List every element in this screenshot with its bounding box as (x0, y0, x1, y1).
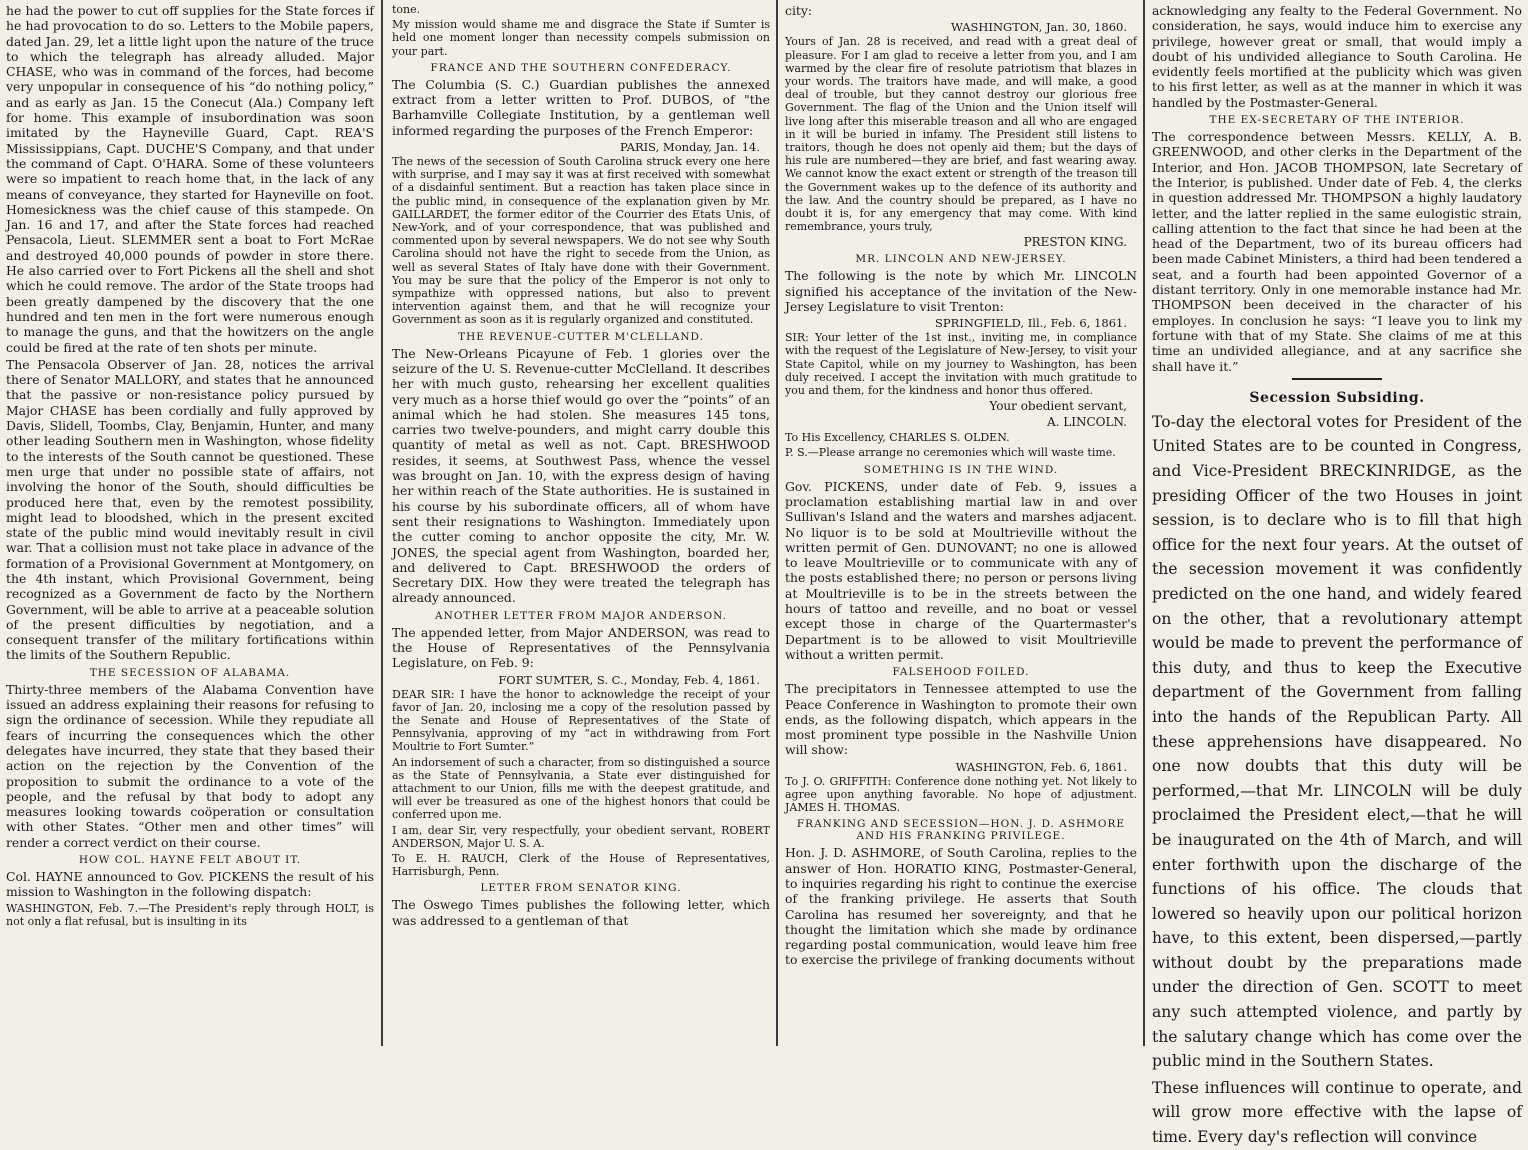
paragraph: he had the power to cut off supplies for the State forces if he had provocation to do so. Letters to the Mobile papers, dated Jan. 29, let a little light upon the nature of the truce to which the telegraph has already alluded. Major CHASE, who was in command of the forces, had become very unpopular in consequence of his “do nothing policy,” and as early as Jan. 15 the Conecut (Ala.) Company left for home. This example of insubordination was soon imitated by the Hayneville Guard, Capt. REA'S Mississippians, Capt. DUCHE'S Company, and that under the command of Capt. O'HARA. Some of these volunteers were so impatient to reach home that, in the lack of any means of conveyance, they started for Hayneville on foot. Homesickness was the chief cause of this stampede. On Jan. 16 and 17, and after the State forces had reached Pensacola, Lieut. SLEMMER sent a boat to Fort McRae and destroyed 40,000 pounds of powder in store there. He also carried over to Fort Pickens all the shell and shot which he could remove. The ardor of the State troops had been greatly dampened by the discovery that the one hundred and ten men in the fort were numerous enough to manage the guns, and that the howitzers on the angle could be fired at the rate of ten shots per minute. (6, 3, 374, 355)
section-heading: LETTER FROM SENATOR KING. (480, 882, 682, 895)
column-rule (776, 0, 778, 1046)
signature: A. LINCOLN. (1046, 415, 1127, 430)
dateline: FORT SUMTER, S. C., Monday, Feb. 4, 1861. (498, 672, 760, 687)
column-1 (0, 0, 380, 1046)
editorial-title: Secession Subsiding. (1249, 389, 1425, 406)
paragraph: To E. H. RAUCH, Clerk of the House of Representatives, Harrisburgh, Penn. (392, 852, 770, 879)
paragraph: acknowledging any fealty to the Federal Government. No consideration, he says, would induce him to exercise any privilege, however great or small, that would imply a doubt of his undivided allegiance to South Carolina. He evidently feels mortified at the publicity which was given to his first letter, as well as at the manner in which it was handled by the Postmaster-General. (1152, 3, 1522, 110)
section-heading: THE REVENUE-CUTTER M'CLELLAND. (458, 330, 704, 343)
dateline: SPRINGFIELD, Ill., Feb. 6, 1861. (935, 316, 1127, 331)
section-heading: ANOTHER LETTER FROM MAJOR ANDERSON. (435, 609, 727, 622)
paragraph: The news of the secession of South Carolina struck every one here with surprise, and I may say it was at first received with somewhat of a disdainful sentiment. But a reaction has taken place since in the public mind, in consequence of the explanation given by Mr. GAILLARDET, the former editor of the Courrier des Etats Unis, of New-York, and of your correspondence, that was published and commented upon by several newspapers. We do not see why South Carolina should not have the right to secede from the Union, as well as several States of Italy have done with their Government. You may be sure that the policy of the Emperor is not only to sympathize with oppressed nations, but also to prevent intervention against them, and that he will recognize your Government as soon as it is regularly organized and constituted. (392, 155, 770, 327)
paragraph: WASHINGTON, Feb. 7.—The President's reply through HOLT, is not only a flat refusal, but is insulting in its (6, 901, 374, 928)
paragraph: The Oswego Times publishes the following letter, which was addressed to a gentleman of that (392, 897, 770, 928)
paragraph: An indorsement of such a character, from so distinguished a source as the State of Pennsylvania, a State ever distinguished for attachment to our Union, fills me with the deepest gratitude, and will ever be treasured as one of the highest honors that could be conferred upon me. (392, 755, 770, 822)
paragraph: Col. HAYNE announced to Gov. PICKENS the result of his mission to Washington in the following dispatch: (6, 869, 374, 900)
column-3 (779, 0, 1143, 1046)
paragraph: The correspondence between Messrs. KELLY, A. B. GREENWOOD, and other clerks in the Department of the Interior, and Hon. JACOB THOMPSON, late Secretary of the Interior, is published. Under date of Feb. 4, the clerks in question addressed Mr. THOMPSON a highly laudatory letter, and the latter replied in the same eulogistic strain, calling attention to the fact that since he had been at the head of the Department, two of its bureau officers had been made Cabinet Ministers, a third had been tendered a seat, and a fourth had been appointed Governor of a distant territory. Only in one memorable instance had Mr. THOMPSON been deceived in the character of his employes. In conclusion he says: “I leave you to link my fortune with that of my State. She claims of me at this time an undivided allegiance, and at any sacrifice she shall have it.” (1152, 129, 1522, 374)
dateline: WASHINGTON, Jan. 30, 1860. (950, 20, 1127, 35)
column-2 (386, 0, 776, 1046)
dateline: WASHINGTON, Feb. 6, 1861. (955, 759, 1127, 774)
paragraph: I am, dear Sir, very respectfully, your obedient servant, ROBERT ANDERSON, Major U. S. A. (392, 823, 770, 850)
paragraph: P. S.—Please arrange no ceremonies which will waste time. (785, 446, 1116, 460)
column-4 (1146, 0, 1528, 1147)
paragraph: The appended letter, from Major ANDERSON, was read to the House of Representatives of the Pennsylvania Legislature, on Feb. 9: (392, 624, 770, 671)
paragraph: Yours of Jan. 28 is received, and read with a great deal of pleasure. For I am glad to receive a letter from you, and I am warmed by the clear fire of resolute patriotism that blazes in your words. The traitors have made, and will make, a good deal of trouble, but they cannot destroy our glorious free Government. The flag of the Union and the Union itself will live long after this miserable treason and all who are engaged in it will be buried in infamy. The President still listens to traitors, though he does not openly aid them; but the days of his rule are numbered—they are brief, and fast wearing away. We cannot know the exact extent or strength of the treason till the Government wakes up to the defence of its authority and the law. And the country should be prepared, as I have no doubt it is, for any emergency that may come. With kind remembrance, yours truly, (785, 35, 1137, 234)
paragraph: The Pensacola Observer of Jan. 28, notices the arrival there of Senator MALLORY, and states that he announced that the passive or non-resistance policy pursued by Major CHASE has been cordially and fully approved by Davis, Slidell, Toombs, Clay, Benjamin, Hunter, and many other leading Southern men in Washington, whose fidelity to the interests of the South cannot be questioned. These men urge that under no possible state of affairs, not involving the honor of the South, should difficulties be produced here that, even by the remotest possibility, might lead to bloodshed, which in the present excited state of the public mind would inevitably result in civil war. That a collision must not take place in advance of the formation of a Provisional Government at Montgomery, on the 4th instant, which Provisional Government, being recognized as a Government de facto by the Northern Government, will be able to arrive at a peaceable solution of the present difficulties by negotiation, and a consequent transfer of the military fortifications within the limits of the Southern Republic. (6, 356, 374, 663)
section-heading: SOMETHING IS IN THE WIND. (863, 463, 1059, 476)
paragraph: To His Excellency, CHARLES S. OLDEN. (785, 431, 1010, 445)
paragraph: SIR: Your letter of the 1st inst., inviting me, in compliance with the request of the Legislature of New-Jersey, to visit your State Capitol, while on my journey to Washington, has been duly received. I accept the invitation with much gratitude to you and them, for the kindness and honor thus offered. (785, 331, 1137, 398)
signature: PRESTON KING. (1023, 235, 1127, 250)
paragraph: The precipitators in Tennessee attempted to use the Peace Conference in Washington to promote their own ends, as the following dispatch, which appears in the most prominent type possible in the Nashville Union will show: (785, 681, 1137, 758)
paragraph: To-day the electoral votes for President of the United States are to be counted in Congress, and Vice-President BRECKINRIDGE, as the presiding Officer of the two Houses in joint session, is to declare who is to fill that high office for the next four years. At the outset of the secession movement it was confidently predicted on the one hand, and widely feared on the other, that a revolutionary attempt would be made to prevent the performance of this duty, and thus to keep the Executive department of the Government from falling into the hands of the Republican Party. All these apprehensions have disappeared. No one now doubts that this duty will be performed,—that Mr. LINCOLN will be duly proclaimed the President elect,—that he will be inaugurated on the 4th of March, and will enter forthwith upon the discharge of the functions of his office. The clouds that lowered so heavily upon our political horizon have, to this extent, been dispersed,—partly without doubt by the preparations made under the direction of Gen. SCOTT to meet any such attempted violence, and partly by the salutary change which has come over the public mind in the Southern States. (1152, 412, 1522, 1071)
section-heading: MR. LINCOLN AND NEW-JERSEY. (855, 253, 1067, 266)
paragraph: Gov. PICKENS, under date of Feb. 9, issues a proclamation establishing martial law in and over Sullivan's Island and the waters and marshes adjacent. No liquor is to be sold at Moultrieville without the written permit of Gen. DUNOVANT; no one is allowed to leave Moultrieville or to communicate with any of the posts established there; no person or persons living at Moultrieville is to be in the streets between the hours of tattoo and reveille, and no boat or vessel except those in charge of the Quartermaster's Department is to be allowed to visit Moultrieville without a written permit. (785, 478, 1137, 662)
paragraph: Hon. J. D. ASHMORE, of South Carolina, replies to the answer of Hon. HORATIO KING, Postmaster-General, to inquiries regarding his right to continue the exercise of the franking privilege. He asserts that South Carolina has resumed her sovereignty, and that he thought the limitation which she made by ordinance regarding postal communication, would leave him free to exercise the privilege of franking documents without (785, 845, 1137, 968)
section-heading: THE EX-SECRETARY OF THE INTERIOR. (1209, 114, 1465, 127)
paragraph: city: (785, 3, 813, 18)
paragraph: To J. O. GRIFFITH: Conference done nothing yet. Not likely to agree upon anything favorable. No hope of adjustment. JAMES H. THOMAS. (785, 774, 1137, 815)
paragraph: My mission would shame me and disgrace the State if Sumter is held one moment longer than necessity compels submission on your part. (392, 18, 770, 58)
paragraph: DEAR SIR: I have the honor to acknowledge the receipt of your favor of Jan. 20, inclosing me a copy of the resolution passed by the Senate and House of Representatives of the State of Pennsylvania, approving of my “act in withdrawing from Fort Moultrie to Fort Sumter.” (392, 687, 770, 754)
dateline: PARIS, Monday, Jan. 14. (619, 140, 760, 154)
paragraph: The following is the note by which Mr. LINCOLN signified his acceptance of the invitation of the New-Jersey Legislature to visit Trenton: (785, 268, 1137, 314)
paragraph: tone. (392, 3, 421, 16)
section-heading: FALSEHOOD FOILED. (892, 666, 1030, 679)
paragraph: The New-Orleans Picayune of Feb. 1 glories over the seizure of the U. S. Revenue-cutter McClelland. It describes her with much gusto, rehearsing her excellent qualities very much as a horse thief would go over the “points” of an animal which he had stolen. She measures 145 tons, carries two twelve-pounders, and might carry double this quantity of metal as well as not. Capt. BRESHWOOD resides, it seems, at Southwest Pass, whence the vessel was brought on Jan. 10, with the express design of having her within reach of the State authorities. He is sustained in his course by his subordinate officers, all of whom have sent their resignations to Washington. Immediately upon the cutter coming to anchor opposite the city, Mr. W. JONES, the special agent from Washington, boarded her, and delivered to Capt. BRESHWOOD the orders of Secretary DIX. How they were treated the telegraph has already announced. (392, 345, 770, 606)
section-heading: FRANCE AND THE SOUTHERN CONFEDERACY. (430, 61, 732, 74)
paragraph: The Columbia (S. C.) Guardian publishes the annexed extract from a letter written to Prof. DUBOS, of "the Barhamville Collegiate Institution, by a gentleman well informed regarding the purposes of the French Emperor: (392, 76, 770, 138)
section-divider (1292, 378, 1382, 380)
section-heading: THE SECESSION OF ALABAMA. (89, 666, 291, 679)
section-heading: HOW COL. HAYNE FELT ABOUT IT. (78, 854, 302, 867)
section-heading: FRANKING AND SECESSION—HON. J. D. ASHMORE AND HIS FRANKING PRIVILEGE. (796, 818, 1126, 843)
column-rule (381, 0, 383, 1046)
column-rule (1143, 0, 1145, 1046)
paragraph: These influences will continue to operate, and will grow more effective with the lapse of time. Every day's reflection will convince (1152, 1078, 1522, 1147)
signature: Your obedient servant, (989, 399, 1127, 414)
paragraph: Thirty-three members of the Alabama Convention have issued an address explaining their reasons for refusing to sign the ordinance of secession. While they repudiate all fears of incurring the consequences which the other delegates have incurred, they state that they based their action on the rejection by the Convention of the proposition to submit the ordinance to a vote of the people, and the refusal by that body to adopt any measures looking towards coöperation or consultation with other States. “Other men and other times” will render a correct verdict on their course. (6, 681, 374, 850)
